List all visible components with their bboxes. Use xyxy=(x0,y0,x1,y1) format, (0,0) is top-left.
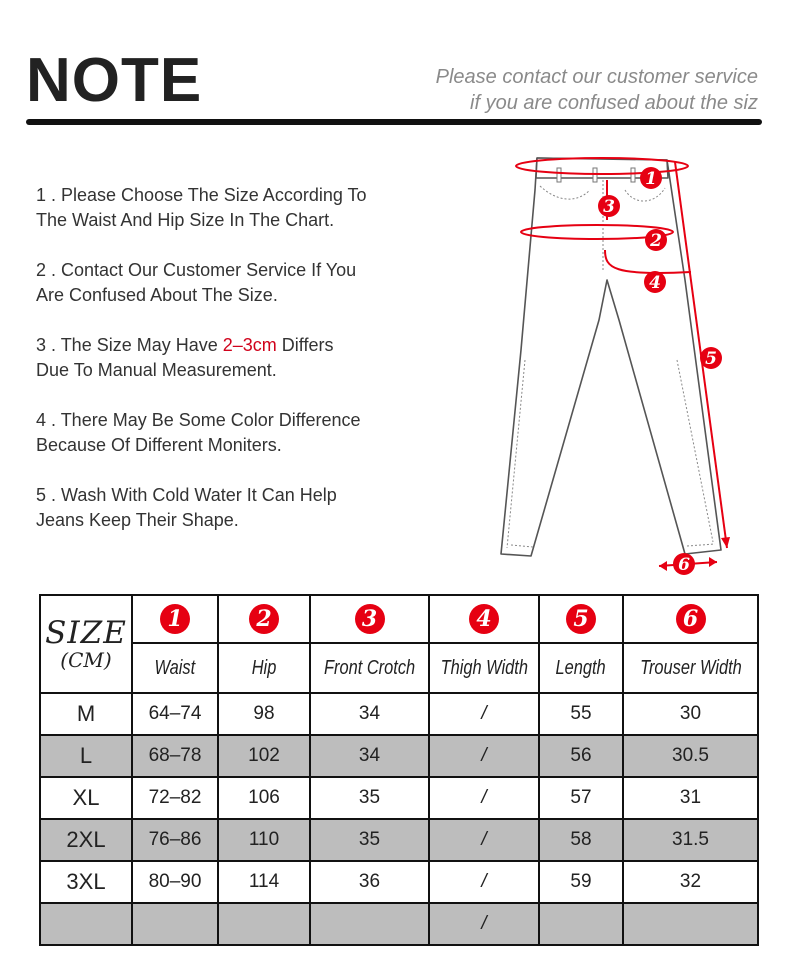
table-cell xyxy=(623,903,758,945)
table-cell: 35 xyxy=(310,777,429,819)
header-divider xyxy=(26,119,762,125)
table-cell: 34 xyxy=(310,693,429,735)
instruction-3: 3 . The Size May Have 2–3cm Differs Due To Manual Measurement. xyxy=(36,335,334,380)
table-row xyxy=(40,777,758,819)
column-number-badge: 4 xyxy=(469,604,499,634)
column-header-waist: Waist xyxy=(132,643,218,693)
size-cell: L xyxy=(40,735,132,777)
table-row xyxy=(40,693,758,735)
column-number-badge: 6 xyxy=(676,604,706,634)
table-cell: / xyxy=(429,735,539,777)
table-cell: / xyxy=(429,861,539,903)
table-cell: 55 xyxy=(539,693,623,735)
size-cell: XL xyxy=(40,777,132,819)
size-cell xyxy=(40,903,132,945)
note-subtitle-line1: Please contact our customer service xyxy=(435,66,758,88)
table-cell: 68–78 xyxy=(132,735,218,777)
column-header-trouser-width: Trouser Width xyxy=(623,643,758,693)
size-cell: 3XL xyxy=(40,861,132,903)
table-cell: 102 xyxy=(218,735,310,777)
table-row xyxy=(40,903,758,945)
table-cell: 98 xyxy=(218,693,310,735)
table-header-labels xyxy=(40,643,758,693)
table-row xyxy=(40,861,758,903)
size-cell: 2XL xyxy=(40,819,132,861)
table-row xyxy=(40,819,758,861)
size-chart-table xyxy=(39,594,759,946)
column-header-thigh-width: Thigh Width xyxy=(429,643,539,693)
svg-text:5: 5 xyxy=(705,349,717,369)
instruction-1: 1 . Please Choose The Size According To The Waist And Hip Size In The Chart. xyxy=(36,185,367,230)
table-cell xyxy=(310,903,429,945)
table-cell: 110 xyxy=(218,819,310,861)
table-cell: 31.5 xyxy=(623,819,758,861)
table-cell: 34 xyxy=(310,735,429,777)
svg-text:3: 3 xyxy=(603,197,615,217)
column-number-badge: 5 xyxy=(566,604,596,634)
svg-text:1: 1 xyxy=(645,169,657,189)
table-cell: / xyxy=(429,819,539,861)
column-number-badge: 3 xyxy=(355,604,385,634)
table-cell: 32 xyxy=(623,861,758,903)
instruction-2: 2 . Contact Our Customer Service If You Are Confused About The Size. xyxy=(36,260,357,305)
size-header-cell xyxy=(40,595,132,693)
table-cell: 58 xyxy=(539,819,623,861)
instruction-4: 4 . There May Be Some Color Difference Because Of Different Moniters. xyxy=(36,410,361,455)
table-cell xyxy=(218,903,310,945)
svg-text:2: 2 xyxy=(650,231,662,251)
table-row xyxy=(40,735,758,777)
svg-text:4: 4 xyxy=(649,273,661,293)
highlight-tolerance: 2–3cm xyxy=(222,335,277,355)
table-cell: 59 xyxy=(539,861,623,903)
note-subtitle xyxy=(436,64,758,116)
column-number-badge: 1 xyxy=(160,604,190,634)
table-cell: 64–74 xyxy=(132,693,218,735)
column-number-badge: 2 xyxy=(249,604,279,634)
table-cell: / xyxy=(429,693,539,735)
table-cell: 36 xyxy=(310,861,429,903)
size-cell: M xyxy=(40,693,132,735)
note-title: NOTE xyxy=(26,46,203,115)
jeans-outline-icon xyxy=(495,150,765,580)
table-cell: 57 xyxy=(539,777,623,819)
table-cell: / xyxy=(429,777,539,819)
table-cell: 106 xyxy=(218,777,310,819)
table-cell: 76–86 xyxy=(132,819,218,861)
instructions-list xyxy=(36,183,436,558)
table-header-numbers xyxy=(40,595,758,643)
table-cell: 30 xyxy=(623,693,758,735)
svg-text:6: 6 xyxy=(678,555,690,575)
instruction-5: 5 . Wash With Cold Water It Can Help Jeans Keep Their Shape. xyxy=(36,485,337,530)
note-subtitle-line2: if you are confused about the siz xyxy=(470,92,758,114)
table-cell: 56 xyxy=(539,735,623,777)
table-cell: 114 xyxy=(218,861,310,903)
table-cell: 30.5 xyxy=(623,735,758,777)
table-cell: / xyxy=(429,903,539,945)
table-cell xyxy=(539,903,623,945)
column-header-front-crotch: Front Crotch xyxy=(310,643,429,693)
column-header-length: Length xyxy=(539,643,623,693)
table-cell xyxy=(132,903,218,945)
table-cell: 72–82 xyxy=(132,777,218,819)
table-cell: 31 xyxy=(623,777,758,819)
table-cell: 35 xyxy=(310,819,429,861)
column-header-hip: Hip xyxy=(218,643,310,693)
size-label: SIZE xyxy=(45,615,127,651)
table-cell: 80–90 xyxy=(132,861,218,903)
unit-label: (CM) xyxy=(60,648,112,672)
